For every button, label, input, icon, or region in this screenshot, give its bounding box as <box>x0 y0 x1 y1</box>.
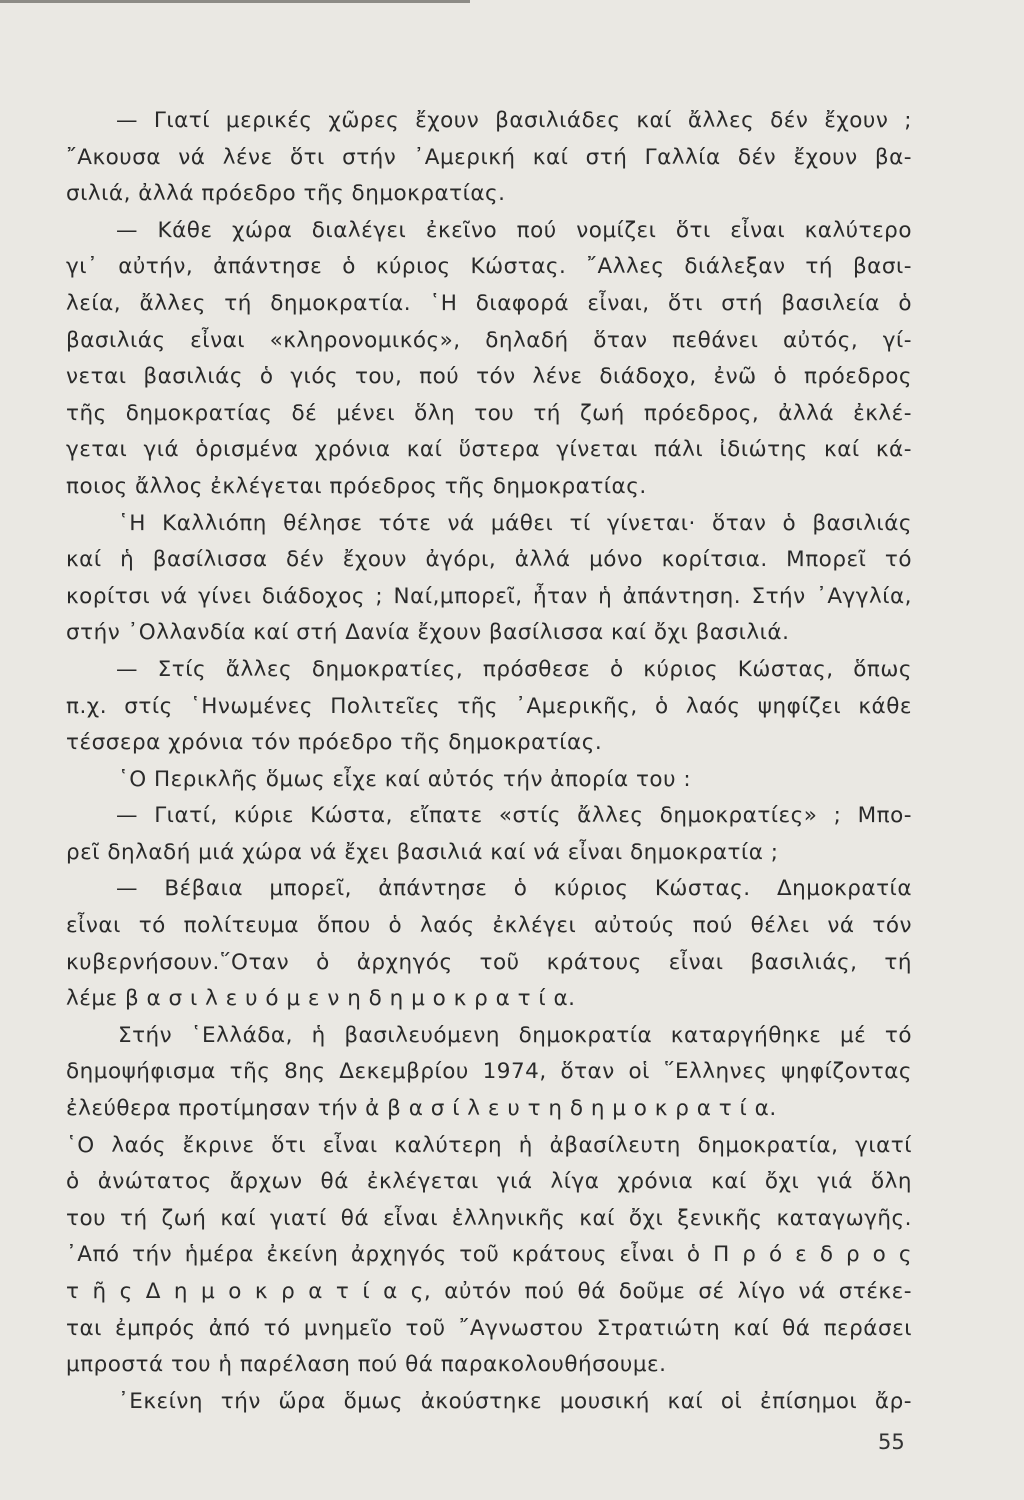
text-line: — Γιατί, κύριε Κώστα, εἴπατε «στίς ἄλλες δημοκρατίες» ; Μπο- <box>116 803 912 829</box>
text-line: γεται γιά ὁρισμένα χρόνια καί ὕστερα γίνεται πάλι ἰδιώτης καί κά- <box>66 437 912 463</box>
text-line: — Κάθε χώρα διαλέγει ἐκεῖνο πού νομίζει ὅτι εἶναι καλύτερο <box>116 217 912 243</box>
text-line: ρεῖ δηλαδή μιά χώρα νά ἔχει βασιλιά καί νά εἶναι δημοκρατία ; <box>66 839 779 865</box>
text-line: π.χ. στίς ῾Ηνωμένες Πολιτεῖες τῆς ᾿Αμερικῆς, ὁ λαός ψηφίζει κάθε <box>66 693 912 719</box>
text-line: νεται βασιλιάς ὁ γιός του, πού τόν λένε διάδοχο, ἐνῶ ὁ πρόεδρος <box>66 364 912 390</box>
text-line: στήν ᾿Ολλανδία καί στή Δανία ἔχουν βασίλισσα καί ὄχι βασιλιά. <box>66 620 790 646</box>
text-line: ται ἐμπρός ἀπό τό μνημεῖο τοῦ ῎Αγνωστου Στρατιώτη καί θά περάσει <box>66 1315 912 1341</box>
text-line: ῎Ακουσα νά λένε ὅτι στήν ᾿Αμερική καί στή Γαλλία δέν ἔχουν βα- <box>66 144 912 170</box>
text-line: κυβερνήσουν.῞Οταν ὁ ἀρχηγός τοῦ κράτους εἶναι βασιλιάς, τή <box>66 949 912 975</box>
text-line: σιλιά, ἀλλά πρόεδρο τῆς δημοκρατίας. <box>66 181 506 207</box>
text-line: λέμε β α σ ι λ ε υ ό μ ε ν η δ η μ ο κ ρ α τ ί α. <box>66 986 576 1012</box>
text-line: του τή ζωή καί γιατί θά εἶναι ἑλληνικῆς καί ὄχι ξενικῆς καταγωγῆς. <box>66 1205 912 1231</box>
text-line: καί ἡ βασίλισσα δέν ἔχουν ἀγόρι, ἀλλά μόνο κορίτσια. Μπορεῖ τό <box>66 547 912 573</box>
text-line: λεία, ἄλλες τή δημοκρατία. ῾Η διαφορά εἶναι, ὅτι στή βασιλεία ὁ <box>66 290 912 316</box>
text-line: εἶναι τό πολίτευμα ὅπου ὁ λαός ἐκλέγει αὐτούς πού θέλει νά τόν <box>66 913 912 939</box>
text-line: τῆς δημοκρατίας δέ μένει ὅλη του τή ζωή πρόεδρος, ἀλλά ἐκλέ- <box>66 400 912 426</box>
text-line: — Βέβαια μπορεῖ, ἀπάντησε ὁ κύριος Κώστας. Δημοκρατία <box>116 876 912 902</box>
text-line: ᾿Εκείνη τήν ὥρα ὅμως ἀκούστηκε μουσική καί οἱ ἐπίσημοι ἄρ- <box>118 1388 912 1414</box>
text-line: — Στίς ἄλλες δημοκρατίες, πρόσθεσε ὁ κύριος Κώστας, ὅπως <box>116 656 912 682</box>
text-line: ῾Ο Περικλῆς ὅμως εἶχε καί αὐτός τήν ἀπορία του : <box>118 766 692 792</box>
text-line: ᾿Από τήν ἡμέρα ἐκείνη ἀρχηγός τοῦ κράτους εἶναι ὁ Π ρ ό ε δ ρ ο ς <box>66 1242 912 1268</box>
top-rule <box>0 0 470 3</box>
text-line: βασιλιάς εἶναι «κληρονομικός», δηλαδή ὅταν πεθάνει αὐτός, γί- <box>66 327 912 353</box>
text-line: ποιος ἄλλος ἐκλέγεται πρόεδρος τῆς δημοκρατίας. <box>66 473 647 499</box>
text-line: γι᾿ αὐτήν, ἀπάντησε ὁ κύριος Κώστας. ῎Αλλες διάλεξαν τή βασι- <box>66 254 912 280</box>
text-line: τ ῆ ς Δ η μ ο κ ρ α τ ί α ς, αὐτόν πού θά δοῦμε σέ λίγο νά στέκε- <box>66 1279 912 1304</box>
text-line: ἐλεύθερα προτίμησαν τήν ἀ β α σ ί λ ε υ τ η δ η μ ο κ ρ α τ ί α. <box>66 1096 777 1122</box>
text-line: Στήν ῾Ελλάδα, ἡ βασιλευόμενη δημοκρατία καταργήθηκε μέ τό <box>118 1022 912 1048</box>
page-number: 55 <box>878 1430 905 1454</box>
text-line: μπροστά του ἡ παρέλαση πού θά παρακολουθήσουμε. <box>66 1352 667 1378</box>
text-line: δημοψήφισμα τῆς 8ης Δεκεμβρίου 1974, ὅταν οἱ ῞Ελληνες ψηφίζοντας <box>66 1059 912 1085</box>
text-line: ῾Η Καλλιόπη θέλησε τότε νά μάθει τί γίνεται· ὅταν ὁ βασιλιάς <box>118 510 912 536</box>
text-line: τέσσερα χρόνια τόν πρόεδρο τῆς δημοκρατίας. <box>66 730 603 756</box>
text-line: ὁ ἀνώτατος ἄρχων θά ἐκλέγεται γιά λίγα χρόνια καί ὄχι γιά ὅλη <box>66 1169 912 1195</box>
text-line: ῾Ο λαός ἔκρινε ὅτι εἶναι καλύτερη ἡ ἀβασίλευτη δημοκρατία, γιατί <box>66 1132 912 1158</box>
text-line: — Γιατί μερικές χῶρες ἔχουν βασιλιάδες καί ἄλλες δέν ἔχουν ; <box>116 108 912 133</box>
body-text <box>66 103 912 1420</box>
text-line: κορίτσι νά γίνει διάδοχος ; Ναί,μπορεῖ, ἦταν ἡ ἀπάντηση. Στήν ᾿Αγγλία, <box>66 583 912 609</box>
